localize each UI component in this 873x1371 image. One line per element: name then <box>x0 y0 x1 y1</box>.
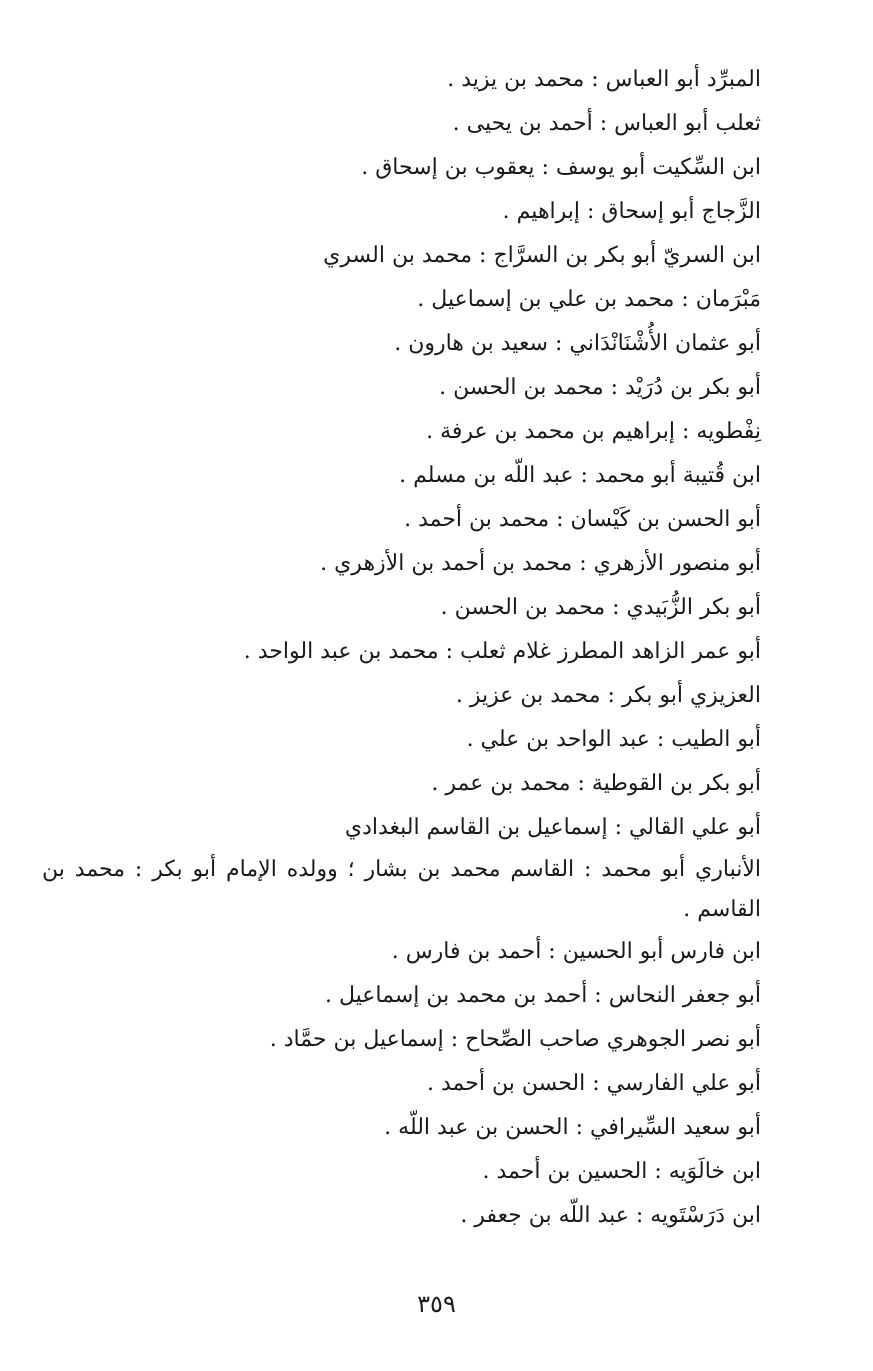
list-entry: أبو جعفر النحاس : أحمد بن محمد بن إسماعيل . <box>324 983 761 1008</box>
list-entry: الزَّجاج أبو إسحاق : إبراهيم . <box>502 199 761 224</box>
list-entry: مَبْرَمان : محمد بن علي بن إسماعيل . <box>417 287 761 312</box>
list-entry: أبو نصر الجوهري صاحب الصِّحاح : إسماعيل بن حمَّاد . <box>269 1027 761 1052</box>
list-entry: المبرِّد أبو العباس : محمد بن يزيد . <box>447 67 761 92</box>
list-entry: أبو علي القالي : إسماعيل بن القاسم البغدادي <box>344 815 761 840</box>
list-entry: العزيزي أبو بكر : محمد بن عزيز . <box>455 683 761 708</box>
list-entry: أبو منصور الأزهري : محمد بن أحمد بن الأزهري . <box>320 551 761 576</box>
list-entry: الأنباري أبو محمد : القاسم محمد بن بشار ؛ وولده الإمام أبو بكر : محمد بن القاسم . <box>42 857 761 922</box>
list-entry: ثعلب أبو العباس : أحمد بن يحيى . <box>452 111 761 136</box>
list-entry: ابن قُتيبة أبو محمد : عبد اللّه بن مسلم . <box>399 463 761 488</box>
list-entry: أبو عمر الزاهد المطرز غلام ثعلب : محمد بن عبد الواحد . <box>243 639 761 664</box>
list-entry: أبو بكر بن دُرَيْد : محمد بن الحسن . <box>439 375 761 400</box>
list-entry: ابن خالَوَيه : الحسين بن أحمد . <box>482 1159 761 1184</box>
list-entry: أبو عثمان الأُشْنَانْدَاني : سعيد بن هارون . <box>394 331 761 356</box>
list-entry: أبو بكر بن القوطية : محمد بن عمر . <box>431 771 761 796</box>
list-entry: أبو الطيب : عبد الواحد بن علي . <box>466 727 761 752</box>
list-entry: أبو بكر الزُّبَيدي : محمد بن الحسن . <box>440 595 761 620</box>
list-entry: ابن دَرَسْتَويه : عبد اللّه بن جعفر . <box>460 1203 761 1228</box>
list-entry: أبو علي الفارسي : الحسن بن أحمد . <box>427 1071 761 1096</box>
list-entry: أبو سعيد السِّيرافي : الحسن بن عبد اللّه . <box>384 1115 761 1140</box>
name-list <box>42 58 817 1238</box>
list-entry: نِفْطويه : إبراهيم بن محمد بن عرفة . <box>426 419 761 444</box>
list-entry: ابن السريّ أبو بكر بن السرَّاج : محمد بن السري <box>323 243 761 268</box>
list-entry: ابن فارس أبو الحسين : أحمد بن فارس . <box>391 939 761 964</box>
page-number: ٣٥٩ <box>417 1290 456 1318</box>
list-entry: ابن السِّكيت أبو يوسف : يعقوب بن إسحاق . <box>361 155 761 180</box>
list-entry: أبو الحسن بن كَيْسان : محمد بن أحمد . <box>404 507 761 532</box>
